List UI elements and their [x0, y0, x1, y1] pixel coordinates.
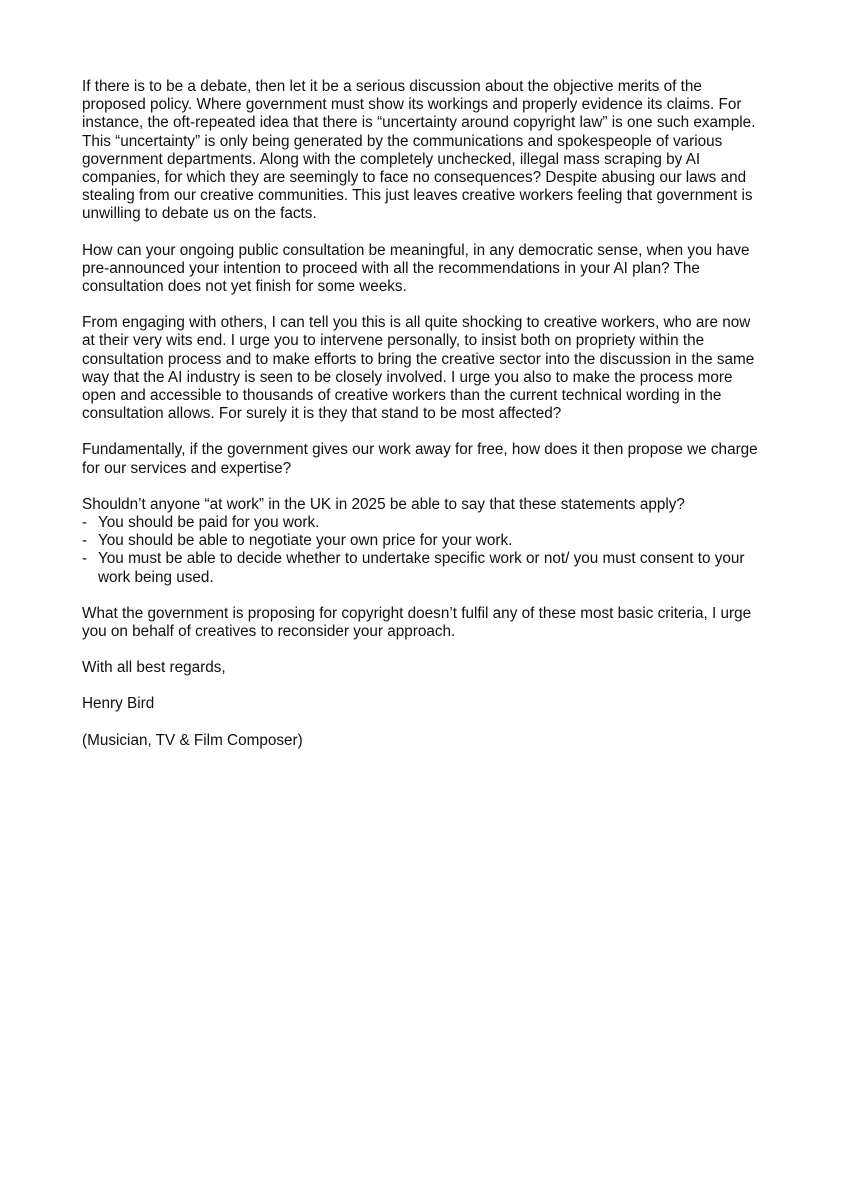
bullet-dash: - [82, 550, 88, 568]
statements-list [82, 514, 766, 587]
list-item [82, 514, 766, 532]
bullet-dash: - [82, 532, 88, 550]
sign-off: With all best regards, [82, 659, 226, 677]
list-intro: Shouldn’t anyone “at work” in the UK in 2025 be able to say that these statements apply? [82, 495, 685, 513]
signature-title: (Musician, TV & Film Composer) [82, 731, 303, 749]
list-item [82, 550, 766, 586]
paragraph-consultation: How can your ongoing public consultation be meaningful, in any democratic sense, when you have pre-announced your intention to proceed with all the recommendations in your AI plan? The consultation does not yet finish for some weeks. [82, 241, 750, 296]
bullet-dash: - [82, 514, 88, 532]
signature-name: Henry Bird [82, 695, 155, 713]
list-item-text: You should be able to negotiate your own price for your work. [98, 532, 513, 550]
list-item-text: You must be able to decide whether to undertake specific work or not/ you must consent to your work being used. [98, 550, 745, 586]
paragraph-closing: What the government is proposing for copyright doesn’t fulfil any of these most basic criteria, I urge you on behalf of creatives to reconsider your approach. [82, 604, 752, 641]
letter-page [82, 78, 766, 768]
list-item-text: You should be paid for you work. [98, 514, 320, 532]
paragraph-creative-workers: From engaging with others, I can tell you this is all quite shocking to creative workers, who are now at their very wits end. I urge you to intervene personally, to insist both on propriety within the consultation process and to make efforts to bring the creative sector into the discussion in the same way that the AI industry is seen to be closely involved. I urge you also to make the process more open and accessible to thousands of creative workers than the current technical wording in the consultation allows. For surely it is they that stand to be most affected? [82, 314, 755, 423]
paragraph-fundamentally: Fundamentally, if the government gives our work away for free, how does it then propose we charge for our services and expertise? [82, 441, 758, 477]
paragraph-debate: If there is to be a debate, then let it be a serious discussion about the objective merits of the proposed policy. Where government must show its workings and properly evidence its claims. For instance, the oft-repeated idea that there is “uncertainty around copyright law” is one such example. This “uncertainty” is only being generated by the communications and spokespeople of various government departments. Along with the completely unchecked, illegal mass scraping by AI companies, for which they are seemingly to face no consequences? Despite abusing our laws and stealing from our creative communities. This just leaves creative workers feeling that government is unwilling to debate us on the facts. [82, 78, 756, 223]
list-item [82, 532, 766, 550]
